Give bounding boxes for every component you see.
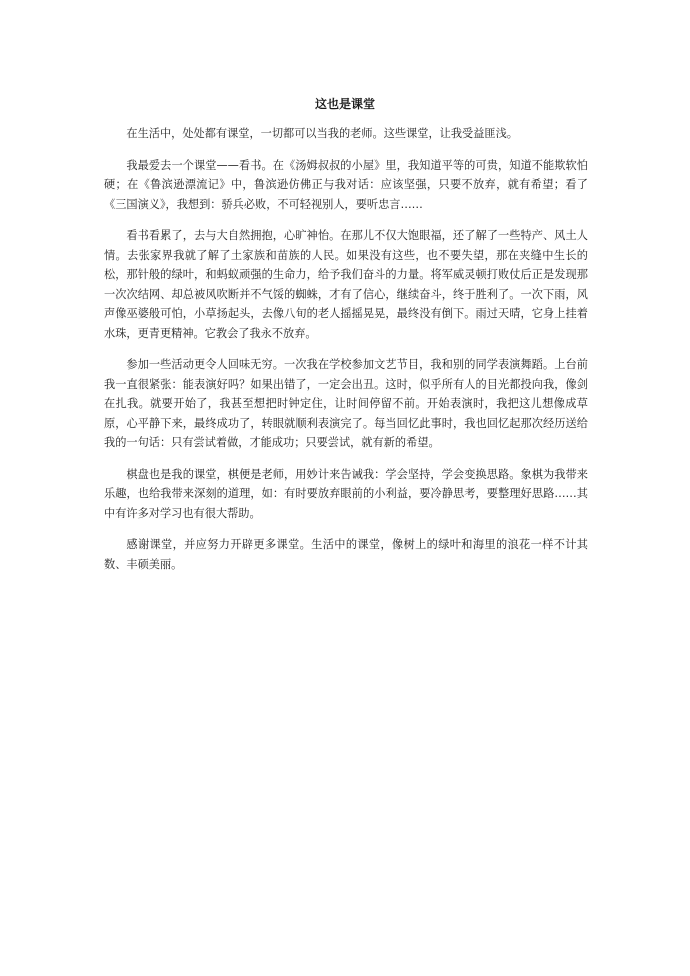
paragraph-nature: 看书看累了，去与大自然拥抱，心旷神怡。在那儿不仅大饱眼福，还了解了一些特产、风土人情。去张家界我就了解了土家族和苗族的人民。如果没有这些，也不要失望，那在夹缝中生长的松，那针般的绿叶，和蚂蚁顽强的生命力，给予我们奋斗的力量。将军威灵顿打败仗后正是发现那一次次结网、却总被风吹断并不气馁的蜘蛛，才有了信心，继续奋斗，终于胜利了。一次下雨，风声像巫婆般可怕，小草扬起头，去像八旬的老人摇摇晃晃，最终没有倒下。雨过天晴，它身上挂着水珠，更青更精神。它教会了我永不放弃。 [104,229,588,340]
paragraph-conclusion: 感谢课堂，并应努力开辟更多课堂。生活中的课堂，像树上的绿叶和海里的浪花一样不计其数、丰硕美丽。 [104,538,588,571]
document-body [104,124,588,586]
paragraph-reading: 我最爱去一个课堂——看书。在《汤姆叔叔的小屋》里，我知道平等的可贵，知道不能欺软怕硬；在《鲁滨逊漂流记》中，鲁滨逊仿佛正与我对话：应该坚强，只要不放弃，就有希望；看了《三国演义》，我想到：骄兵必败，不可轻视别人，要听忠言…… [104,158,588,211]
paragraph-activities: 参加一些活动更令人回味无穷。一次我在学校参加文艺节目，我和别的同学表演舞蹈。上台前我一直很紧张：能表演好吗？如果出错了，一定会出丑。这时，似乎所有人的目光都投向我，像剑在扎我。就要开始了，我甚至想把时钟定住，让时间停留不前。开始表演时，我把这儿想像成草原，心平静下来，最终成功了，转眼就顺利表演完了。每当回忆此事时，我也回忆起那次经历送给我的一句话：只有尝试着做，才能成功；只要尝试，就有新的希望。 [104,358,588,449]
paragraph-chess: 棋盘也是我的课堂，棋便是老师，用妙计来告诫我：学会坚持，学会变换思路。象棋为我带来乐趣，也给我带来深刻的道理，如：有时要放弃眼前的小利益，要冷静思考，要整理好思路……其中有许多对学习也有很大帮助。 [104,467,588,520]
paragraph-intro: 在生活中，处处都有课堂，一切都可以当我的老师。这些课堂，让我受益匪浅。 [126,127,518,140]
document-title: 这也是课堂 [314,97,375,111]
